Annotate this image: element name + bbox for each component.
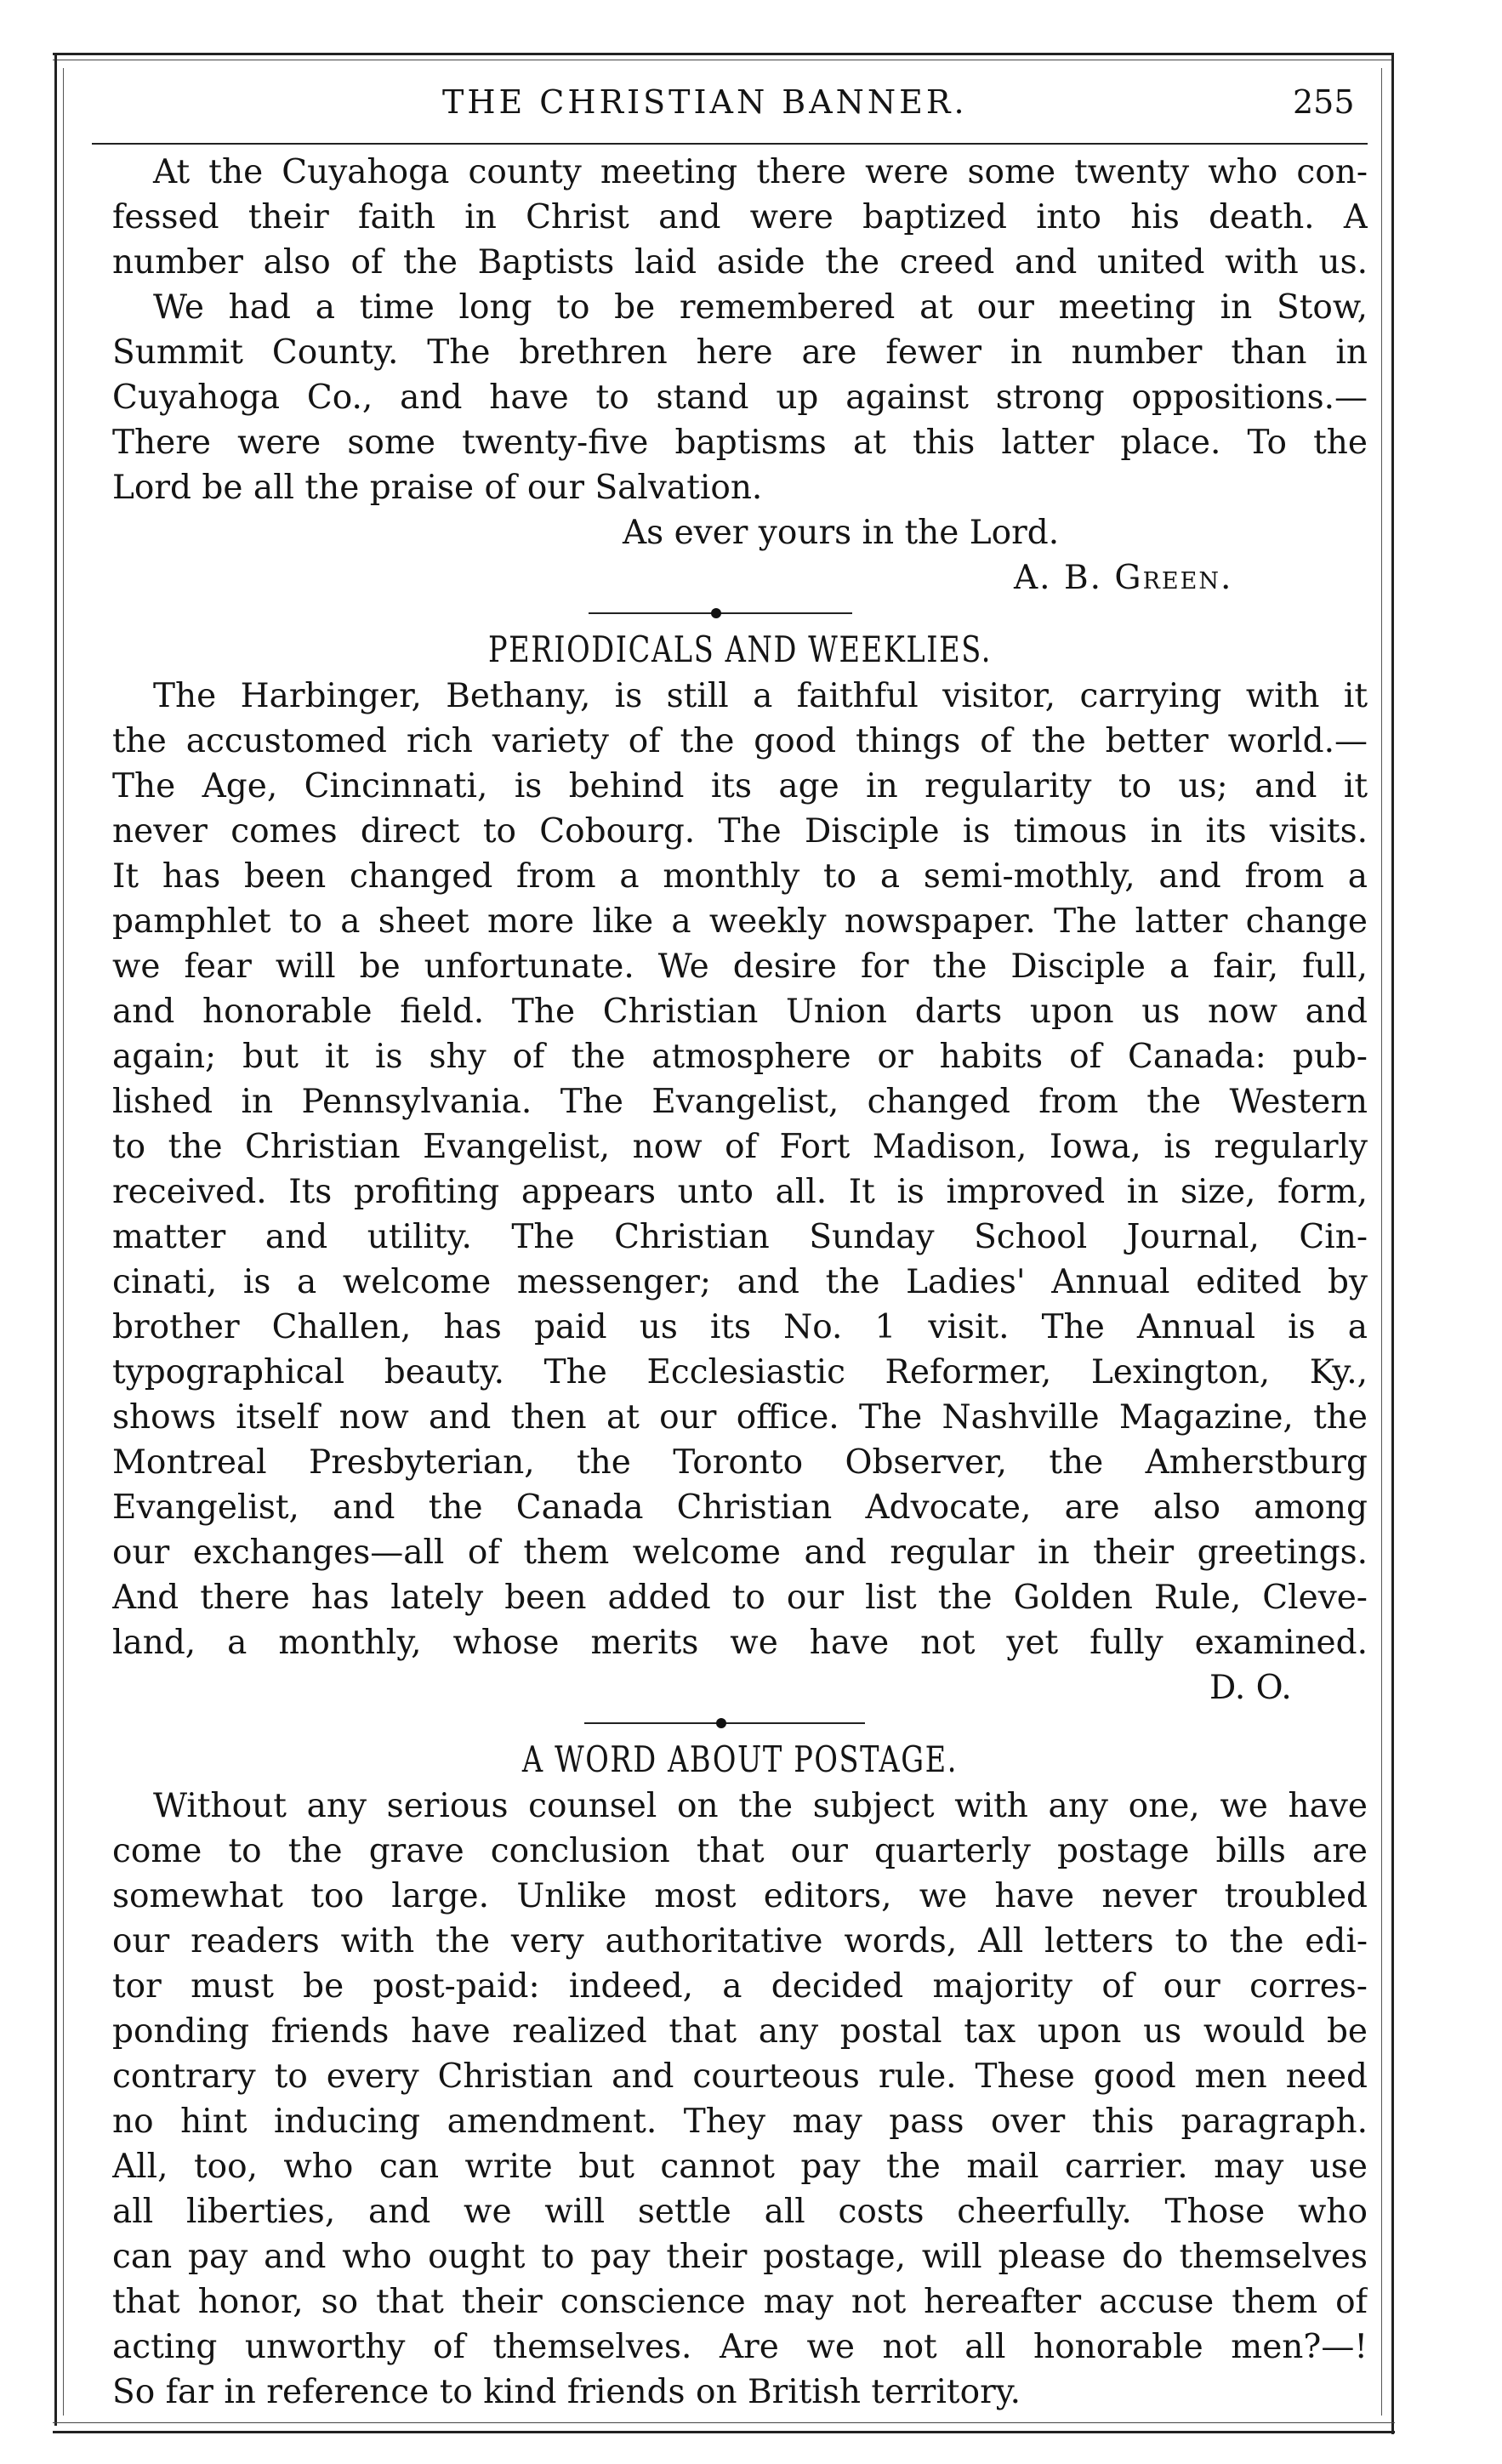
top-border-rule	[53, 53, 1392, 55]
periodicals-line: never comes direct to Cobourg. The Disciple is timous in its visits.	[112, 812, 1368, 851]
section-divider-ornament	[112, 600, 1368, 626]
left-border-rule	[54, 53, 57, 2426]
letter-section	[112, 150, 1368, 600]
divider-dot	[716, 1718, 726, 1728]
postage-line: acting unworthy of themselves. Are we not all honorable men?—!	[112, 2328, 1368, 2366]
letter-line: fessed their faith in Christ and were baptized into his death. A	[112, 198, 1368, 236]
letter-line: There were some twenty-five baptisms at this latter place. To the	[112, 424, 1368, 462]
text-column	[112, 150, 1368, 2415]
postage-section	[112, 1736, 1368, 2415]
periodicals-line: And there has lately been added to our list the Golden Rule, Cleve-	[112, 1579, 1368, 1617]
postage-line: contrary to every Christian and courteous rule. These good men need	[112, 2057, 1368, 2096]
periodicals-line: again; but it is shy of the atmosphere or habits of Canada: pub-	[112, 1038, 1368, 1076]
periodicals-signature: D. O.	[1209, 1669, 1292, 1707]
periodicals-line: typographical beauty. The Ecclesiastic Reformer, Lexington, Ky.,	[112, 1353, 1368, 1391]
right-border-inner-rule	[1381, 68, 1382, 2416]
periodicals-line: pamphlet to a sheet more like a weekly nowspaper. The latter change	[112, 902, 1368, 941]
letter-line: We had a time long to be remembered at our meeting in Stow,	[153, 288, 1368, 327]
postage-line: can pay and who ought to pay their postage, will please do themselves	[112, 2238, 1368, 2276]
letter-line: At the Cuyahoga county meeting there were some twenty who con-	[153, 153, 1368, 191]
periodicals-line: Montreal Presbyterian, the Toronto Observer, the Amherstburg	[112, 1443, 1368, 1482]
periodicals-line: matter and utility. The Christian Sunday School Journal, Cin-	[112, 1218, 1368, 1256]
periodicals-line: and honorable field. The Christian Union darts upon us now and	[112, 993, 1368, 1031]
section-divider-ornament	[112, 1710, 1368, 1736]
divider-dot	[711, 608, 721, 618]
header-rule	[92, 143, 1368, 145]
letter-line: Cuyahoga Co., and have to stand up against strong oppositions.—	[112, 378, 1368, 417]
postage-line: all liberties, and we will settle all costs cheerfully. Those who	[112, 2193, 1368, 2231]
postage-line: Without any serious counsel on the subject with any one, we have	[153, 1787, 1368, 1825]
postage-line: All, too, who can write but cannot pay the mail carrier. may use	[112, 2148, 1368, 2186]
postage-line: come to the grave conclusion that our quarterly postage bills are	[112, 1832, 1368, 1870]
periodicals-section	[112, 626, 1368, 1710]
postage-line: So far in reference to kind friends on British territory.	[112, 2373, 1021, 2411]
letter-line: Summit County. The brethren here are fewer in number than in	[112, 333, 1368, 372]
postage-line: no hint inducing amendment. They may pass over this paragraph.	[112, 2103, 1368, 2141]
letter-signature: A. B. Green.	[1014, 559, 1233, 597]
page-number: 255	[1293, 83, 1355, 121]
periodicals-heading: PERIODICALS AND WEEKLIES.	[487, 629, 993, 670]
running-head-title: THE CHRISTIAN BANNER.	[442, 83, 968, 121]
periodicals-line: shows itself now and then at our office. The Nashville Magazine, the	[112, 1398, 1368, 1437]
periodicals-line: It has been changed from a monthly to a semi-mothly, and from a	[112, 857, 1368, 896]
periodicals-line: we fear will be unfortunate. We desire for the Disciple a fair, full,	[112, 947, 1368, 986]
periodicals-line: The Age, Cincinnati, is behind its age in regularity to us; and it	[112, 767, 1368, 805]
periodicals-line: Evangelist, and the Canada Christian Advocate, are also among	[112, 1488, 1368, 1527]
left-border-inner-rule	[63, 68, 64, 2416]
periodicals-line: our exchanges—all of them welcome and regular in their greetings.	[112, 1534, 1368, 1572]
postage-line: ponding friends have realized that any postal tax upon us would be	[112, 2012, 1368, 2051]
postage-heading: A WORD ABOUT POSTAGE.	[521, 1738, 959, 1780]
bottom-border-rule	[53, 2431, 1395, 2433]
letter-line: Lord be all the praise of our Salvation.	[112, 469, 763, 507]
periodicals-line: The Harbinger, Bethany, is still a faithful visitor, carrying with it	[153, 677, 1368, 715]
periodicals-line: received. Its profiting appears unto all. It is improved in size, form,	[112, 1173, 1368, 1211]
periodicals-line: cinati, is a welcome messenger; and the Ladies' Annual edited by	[112, 1263, 1368, 1301]
right-border-rule	[1391, 53, 1394, 2434]
postage-line: our readers with the very authoritative words, All letters to the edi-	[112, 1922, 1368, 1960]
periodicals-line: to the Christian Evangelist, now of Fort Madison, Iowa, is regularly	[112, 1128, 1368, 1166]
periodicals-line: lished in Pennsylvania. The Evangelist, changed from the Western	[112, 1083, 1368, 1121]
periodicals-line: land, a monthly, whose merits we have not yet fully examined.	[112, 1624, 1368, 1662]
postage-line: tor must be post-paid: indeed, a decided majority of our corres-	[112, 1967, 1368, 2006]
periodicals-line: the accustomed rich variety of the good things of the better world.—	[112, 722, 1368, 760]
postage-line: that honor, so that their conscience may not hereafter accuse them of	[112, 2283, 1368, 2321]
letter-line: number also of the Baptists laid aside the creed and united with us.	[112, 243, 1368, 282]
postage-line: somewhat too large. Unlike most editors, we have never troubled	[112, 1877, 1368, 1915]
letter-closing: As ever yours in the Lord.	[623, 514, 1060, 552]
periodicals-line: brother Challen, has paid us its No. 1 visit. The Annual is a	[112, 1308, 1368, 1346]
bottom-border-inner-rule	[53, 2422, 1395, 2423]
